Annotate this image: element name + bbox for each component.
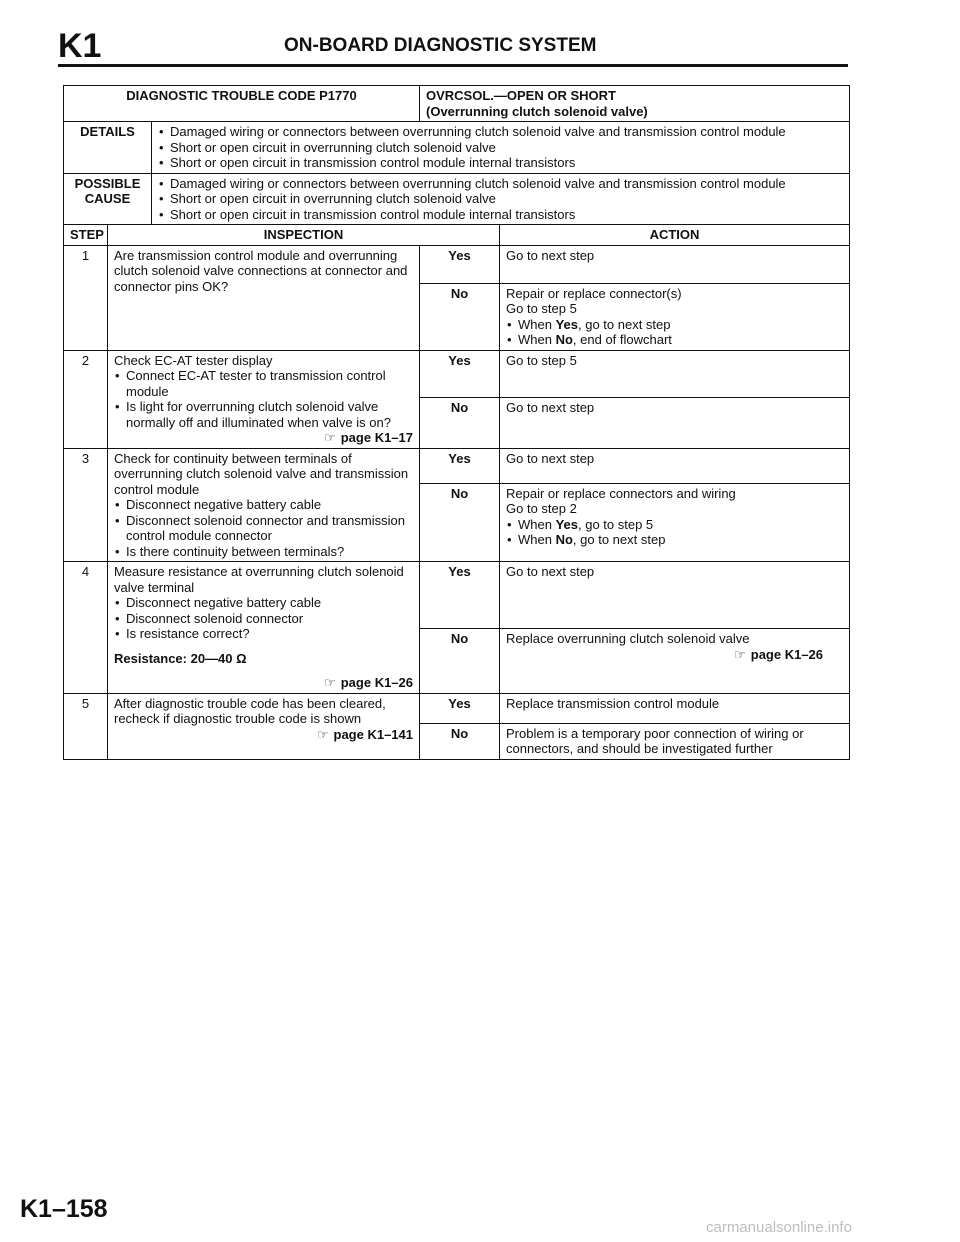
inspection-bullet: • Is there continuity between terminals? [114,544,413,560]
details-item: • Short or open circuit in overrunning clutch solenoid valve [158,140,843,156]
page-reference[interactable]: ☞ page K1–26 [734,646,824,662]
step-1-yes-row [64,245,850,283]
trouble-code-title-cell [420,86,850,122]
step-1-inspection: Are transmission control module and overrunning clutch solenoid valve connections at connector and connector pins OK? [108,245,420,350]
step-number: 5 [64,693,108,759]
page-reference[interactable]: ☞ page K1–141 [316,726,413,742]
action-bullet: • When No, end of flowchart [506,332,843,348]
details-item: • Damaged wiring or connectors between overrunning clutch solenoid valve and transmission control module [158,124,843,140]
no-label: No [420,629,500,694]
column-header-row [64,225,850,246]
resistance-spec: Resistance: 20—40 Ω [114,650,247,666]
step-4-yes-row [64,562,850,629]
possible-cause-label-line2: CAUSE [84,191,131,206]
step-4-inspection: Measure resistance at overrunning clutch solenoid valve terminal • Disconnect negative battery cable • Disconnect solenoid connector • Is resistance correct? Resistance: 20—40 Ω ☞ page K1–26 [108,562,420,694]
step-5-yes-action: Replace transmission control module [500,693,850,723]
no-label: No [420,283,500,350]
action-bullet: • When No, go to next step [506,532,843,548]
watermark: carmanualsonline.info [706,1219,852,1236]
step-column-header: STEP [64,225,108,246]
yes-label: Yes [420,448,500,483]
details-label: DETAILS [64,122,152,174]
step-3-yes-action: Go to next step [500,448,850,483]
inspection-bullet: • Disconnect solenoid connector and transmission control module connector [114,513,413,544]
yes-label: Yes [420,245,500,283]
cause-item: • Short or open circuit in transmission control module internal transistors [158,207,843,223]
yes-label: Yes [420,693,500,723]
step-2-yes-row [64,350,850,397]
page-number: K1–158 [20,1195,108,1223]
inspection-bullet: • Disconnect negative battery cable [114,497,413,513]
possible-cause-content [152,173,850,225]
details-row [64,122,850,174]
action-line: Repair or replace connector(s) [506,285,682,301]
diagnostic-table [63,85,850,760]
cause-item: • Short or open circuit in overrunning clutch solenoid valve [158,191,843,207]
page-title: ON-BOARD DIAGNOSTIC SYSTEM [284,35,597,56]
step-3-inspection: Check for continuity between terminals of overrunning clutch solenoid valve and transmission control module • Disconnect negative battery cable • Disconnect solenoid connector and transmission control module connector • Is there continuity between terminals? [108,448,420,562]
pointing-hand-icon: ☞ [324,430,336,445]
page-header [58,26,848,66]
step-number: 3 [64,448,108,562]
step-number: 4 [64,562,108,694]
action-line: Repair or replace connectors and wiring [506,485,736,501]
section-code: K1 [58,27,102,65]
no-label: No [420,723,500,759]
step-1-no-action [500,283,850,350]
pointing-hand-icon: ☞ [324,675,336,690]
pointing-hand-icon: ☞ [734,646,746,662]
possible-cause-label [64,173,152,225]
page-reference[interactable]: ☞ page K1–17 [324,430,413,445]
inspection-bullet: • Is resistance correct? [114,626,413,642]
possible-cause-label-line1: POSSIBLE [74,175,141,191]
trouble-code-label: DIAGNOSTIC TROUBLE CODE P1770 [64,86,420,122]
inspection-bullet: • Is light for overrunning clutch solenoid valve normally off and illuminated when valve is on? [114,399,413,430]
cause-item: • Damaged wiring or connectors between overrunning clutch solenoid valve and transmission control module [158,176,843,192]
code-row [64,86,850,122]
action-column-header: ACTION [500,225,850,246]
inspection-bullet: • Connect EC-AT tester to transmission control module [114,368,413,399]
yes-label: Yes [420,562,500,629]
action-bullet: • When Yes, go to step 5 [506,517,843,533]
inspection-bullet: • Disconnect negative battery cable [114,595,413,611]
yes-label: Yes [420,350,500,397]
step-5-inspection: After diagnostic trouble code has been cleared, recheck if diagnostic trouble code is shown ☞ page K1–141 [108,693,420,759]
step-4-no-action: Replace overrunning clutch solenoid valve ☞ page K1–26 [500,629,850,694]
step-3-yes-row [64,448,850,483]
step-1-yes-action: Go to next step [500,245,850,283]
trouble-code-subtitle: (Overrunning clutch solenoid valve) [426,103,648,119]
no-label: No [420,483,500,562]
step-3-no-action [500,483,850,562]
step-number: 2 [64,350,108,448]
details-item: • Short or open circuit in transmission control module internal transistors [158,155,843,171]
header-rule [58,64,848,67]
step-2-inspection: Check EC-AT tester display • Connect EC-AT tester to transmission control module • Is light for overrunning clutch solenoid valve normally off and illuminated when valve is on? ☞ page K1–17 [108,350,420,448]
step-2-no-action: Go to next step [500,397,850,448]
no-label: No [420,397,500,448]
step-5-no-action: Problem is a temporary poor connection of wiring or connectors, and should be investigated further [500,723,850,759]
action-line: Go to step 2 [506,501,577,516]
page-reference[interactable]: ☞ page K1–26 [324,675,413,690]
inspection-column-header: INSPECTION [108,225,500,246]
trouble-code-title: OVRCSOL.—OPEN OR SHORT [426,88,616,103]
step-4-yes-action: Go to next step [500,562,850,629]
action-line: Go to step 5 [506,301,577,316]
step-2-yes-action: Go to step 5 [500,350,850,397]
step-number: 1 [64,245,108,350]
action-bullet: • When Yes, go to next step [506,317,843,333]
step-5-yes-row [64,693,850,723]
details-content [152,122,850,174]
possible-cause-row [64,173,850,225]
pointing-hand-icon: ☞ [316,726,329,742]
inspection-bullet: • Disconnect solenoid connector [114,611,413,627]
